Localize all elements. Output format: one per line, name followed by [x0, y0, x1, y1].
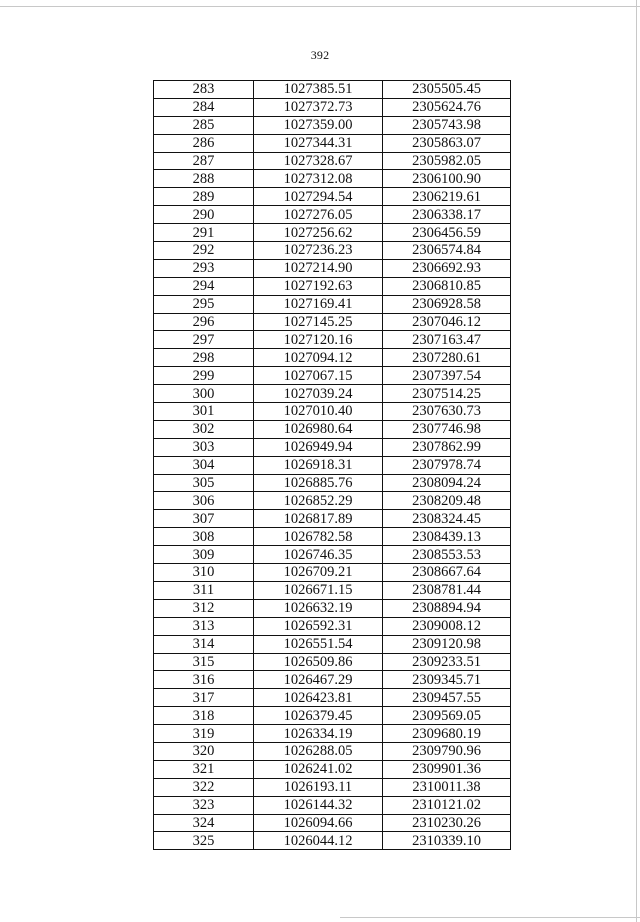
point-number-cell: 289 [154, 188, 254, 206]
y-coordinate-cell: 2307862.99 [383, 438, 511, 456]
y-coordinate-cell: 2309790.96 [383, 742, 511, 760]
y-coordinate-cell: 2310121.02 [383, 796, 511, 814]
point-number-cell: 306 [154, 492, 254, 510]
table-row [154, 349, 511, 367]
y-coordinate-cell: 2309680.19 [383, 725, 511, 743]
point-number-cell: 294 [154, 277, 254, 295]
table-row [154, 116, 511, 134]
table-row [154, 277, 511, 295]
table-row [154, 242, 511, 260]
point-number-cell: 321 [154, 760, 254, 778]
table-row [154, 420, 511, 438]
point-number-cell: 296 [154, 313, 254, 331]
y-coordinate-cell: 2309120.98 [383, 635, 511, 653]
x-coordinate-cell: 1027120.16 [254, 331, 383, 349]
table-row [154, 331, 511, 349]
point-number-cell: 320 [154, 742, 254, 760]
y-coordinate-cell: 2307046.12 [383, 313, 511, 331]
point-number-cell: 298 [154, 349, 254, 367]
coordinates-table [153, 80, 511, 850]
y-coordinate-cell: 2310339.10 [383, 832, 511, 850]
point-number-cell: 311 [154, 581, 254, 599]
x-coordinate-cell: 1027359.00 [254, 116, 383, 134]
y-coordinate-cell: 2305624.76 [383, 98, 511, 116]
y-coordinate-cell: 2307280.61 [383, 349, 511, 367]
y-coordinate-cell: 2308324.45 [383, 510, 511, 528]
point-number-cell: 325 [154, 832, 254, 850]
x-coordinate-cell: 1027145.25 [254, 313, 383, 331]
y-coordinate-cell: 2305863.07 [383, 134, 511, 152]
y-coordinate-cell: 2308781.44 [383, 581, 511, 599]
x-coordinate-cell: 1026817.89 [254, 510, 383, 528]
table-row [154, 206, 511, 224]
x-coordinate-cell: 1026885.76 [254, 474, 383, 492]
table-row [154, 510, 511, 528]
x-coordinate-cell: 1027276.05 [254, 206, 383, 224]
point-number-cell: 286 [154, 134, 254, 152]
x-coordinate-cell: 1026044.12 [254, 832, 383, 850]
table-row [154, 581, 511, 599]
y-coordinate-cell: 2306928.58 [383, 295, 511, 313]
table-row [154, 313, 511, 331]
x-coordinate-cell: 1026467.29 [254, 671, 383, 689]
y-coordinate-cell: 2310011.38 [383, 778, 511, 796]
x-coordinate-cell: 1026423.81 [254, 689, 383, 707]
y-coordinate-cell: 2307163.47 [383, 331, 511, 349]
x-coordinate-cell: 1026980.64 [254, 420, 383, 438]
x-coordinate-cell: 1027094.12 [254, 349, 383, 367]
point-number-cell: 308 [154, 528, 254, 546]
point-number-cell: 301 [154, 403, 254, 421]
y-coordinate-cell: 2308894.94 [383, 599, 511, 617]
x-coordinate-cell: 1027385.51 [254, 81, 383, 99]
x-coordinate-cell: 1026241.02 [254, 760, 383, 778]
point-number-cell: 307 [154, 510, 254, 528]
table-row [154, 188, 511, 206]
x-coordinate-cell: 1027010.40 [254, 403, 383, 421]
table-row [154, 635, 511, 653]
y-coordinate-cell: 2308553.53 [383, 546, 511, 564]
table-row [154, 814, 511, 832]
y-coordinate-cell: 2309345.71 [383, 671, 511, 689]
table-row [154, 725, 511, 743]
table-row [154, 81, 511, 99]
y-coordinate-cell: 2308094.24 [383, 474, 511, 492]
table-row [154, 760, 511, 778]
table-row [154, 259, 511, 277]
y-coordinate-cell: 2307397.54 [383, 367, 511, 385]
point-number-cell: 324 [154, 814, 254, 832]
table-row [154, 671, 511, 689]
table-row [154, 564, 511, 582]
table-row [154, 98, 511, 116]
table-row [154, 742, 511, 760]
table-row [154, 617, 511, 635]
y-coordinate-cell: 2309901.36 [383, 760, 511, 778]
point-number-cell: 310 [154, 564, 254, 582]
y-coordinate-cell: 2306338.17 [383, 206, 511, 224]
table-row [154, 134, 511, 152]
y-coordinate-cell: 2308439.13 [383, 528, 511, 546]
y-coordinate-cell: 2305982.05 [383, 152, 511, 170]
table-row [154, 456, 511, 474]
table-row [154, 403, 511, 421]
table-row [154, 367, 511, 385]
x-coordinate-cell: 1026193.11 [254, 778, 383, 796]
point-number-cell: 283 [154, 81, 254, 99]
point-number-cell: 314 [154, 635, 254, 653]
point-number-cell: 317 [154, 689, 254, 707]
point-number-cell: 285 [154, 116, 254, 134]
scan-edge-top [0, 6, 640, 7]
x-coordinate-cell: 1027214.90 [254, 259, 383, 277]
y-coordinate-cell: 2306810.85 [383, 277, 511, 295]
table-row [154, 653, 511, 671]
x-coordinate-cell: 1026709.21 [254, 564, 383, 582]
y-coordinate-cell: 2308209.48 [383, 492, 511, 510]
x-coordinate-cell: 1026671.15 [254, 581, 383, 599]
point-number-cell: 291 [154, 224, 254, 242]
table-row [154, 689, 511, 707]
point-number-cell: 287 [154, 152, 254, 170]
x-coordinate-cell: 1027236.23 [254, 242, 383, 260]
table-row [154, 599, 511, 617]
x-coordinate-cell: 1027328.67 [254, 152, 383, 170]
point-number-cell: 319 [154, 725, 254, 743]
x-coordinate-cell: 1027039.24 [254, 385, 383, 403]
table-row [154, 224, 511, 242]
table-row [154, 152, 511, 170]
y-coordinate-cell: 2309457.55 [383, 689, 511, 707]
y-coordinate-cell: 2307746.98 [383, 420, 511, 438]
x-coordinate-cell: 1026949.94 [254, 438, 383, 456]
x-coordinate-cell: 1027169.41 [254, 295, 383, 313]
point-number-cell: 305 [154, 474, 254, 492]
point-number-cell: 303 [154, 438, 254, 456]
table-row [154, 528, 511, 546]
scan-edge-bottom [340, 917, 640, 918]
point-number-cell: 313 [154, 617, 254, 635]
point-number-cell: 293 [154, 259, 254, 277]
table-row [154, 778, 511, 796]
x-coordinate-cell: 1026852.29 [254, 492, 383, 510]
x-coordinate-cell: 1026094.66 [254, 814, 383, 832]
x-coordinate-cell: 1027256.62 [254, 224, 383, 242]
y-coordinate-cell: 2307630.73 [383, 403, 511, 421]
point-number-cell: 322 [154, 778, 254, 796]
point-number-cell: 304 [154, 456, 254, 474]
x-coordinate-cell: 1027294.54 [254, 188, 383, 206]
point-number-cell: 295 [154, 295, 254, 313]
point-number-cell: 318 [154, 707, 254, 725]
point-number-cell: 316 [154, 671, 254, 689]
x-coordinate-cell: 1026592.31 [254, 617, 383, 635]
point-number-cell: 290 [154, 206, 254, 224]
point-number-cell: 299 [154, 367, 254, 385]
point-number-cell: 323 [154, 796, 254, 814]
table-row [154, 546, 511, 564]
y-coordinate-cell: 2306219.61 [383, 188, 511, 206]
point-number-cell: 302 [154, 420, 254, 438]
x-coordinate-cell: 1027312.08 [254, 170, 383, 188]
point-number-cell: 312 [154, 599, 254, 617]
x-coordinate-cell: 1027372.73 [254, 98, 383, 116]
y-coordinate-cell: 2306100.90 [383, 170, 511, 188]
page-number: 392 [310, 48, 330, 62]
x-coordinate-cell: 1026551.54 [254, 635, 383, 653]
point-number-cell: 309 [154, 546, 254, 564]
x-coordinate-cell: 1026509.86 [254, 653, 383, 671]
y-coordinate-cell: 2306456.59 [383, 224, 511, 242]
point-number-cell: 297 [154, 331, 254, 349]
y-coordinate-cell: 2310230.26 [383, 814, 511, 832]
y-coordinate-cell: 2309233.51 [383, 653, 511, 671]
point-number-cell: 315 [154, 653, 254, 671]
y-coordinate-cell: 2307978.74 [383, 456, 511, 474]
point-number-cell: 292 [154, 242, 254, 260]
x-coordinate-cell: 1026288.05 [254, 742, 383, 760]
y-coordinate-cell: 2309008.12 [383, 617, 511, 635]
table-row [154, 707, 511, 725]
table-row [154, 492, 511, 510]
table-row [154, 438, 511, 456]
x-coordinate-cell: 1026632.19 [254, 599, 383, 617]
y-coordinate-cell: 2309569.05 [383, 707, 511, 725]
point-number-cell: 284 [154, 98, 254, 116]
y-coordinate-cell: 2305505.45 [383, 81, 511, 99]
table-row [154, 832, 511, 850]
table-row [154, 474, 511, 492]
y-coordinate-cell: 2307514.25 [383, 385, 511, 403]
point-number-cell: 288 [154, 170, 254, 188]
x-coordinate-cell: 1026918.31 [254, 456, 383, 474]
table-row [154, 170, 511, 188]
x-coordinate-cell: 1026334.19 [254, 725, 383, 743]
y-coordinate-cell: 2305743.98 [383, 116, 511, 134]
table-row [154, 385, 511, 403]
x-coordinate-cell: 1026144.32 [254, 796, 383, 814]
scan-edge-right [636, 0, 637, 922]
x-coordinate-cell: 1027344.31 [254, 134, 383, 152]
x-coordinate-cell: 1027192.63 [254, 277, 383, 295]
table-row [154, 796, 511, 814]
x-coordinate-cell: 1026746.35 [254, 546, 383, 564]
x-coordinate-cell: 1027067.15 [254, 367, 383, 385]
y-coordinate-cell: 2306574.84 [383, 242, 511, 260]
coordinates-table-body [154, 81, 511, 850]
y-coordinate-cell: 2308667.64 [383, 564, 511, 582]
x-coordinate-cell: 1026379.45 [254, 707, 383, 725]
table-row [154, 295, 511, 313]
point-number-cell: 300 [154, 385, 254, 403]
x-coordinate-cell: 1026782.58 [254, 528, 383, 546]
y-coordinate-cell: 2306692.93 [383, 259, 511, 277]
